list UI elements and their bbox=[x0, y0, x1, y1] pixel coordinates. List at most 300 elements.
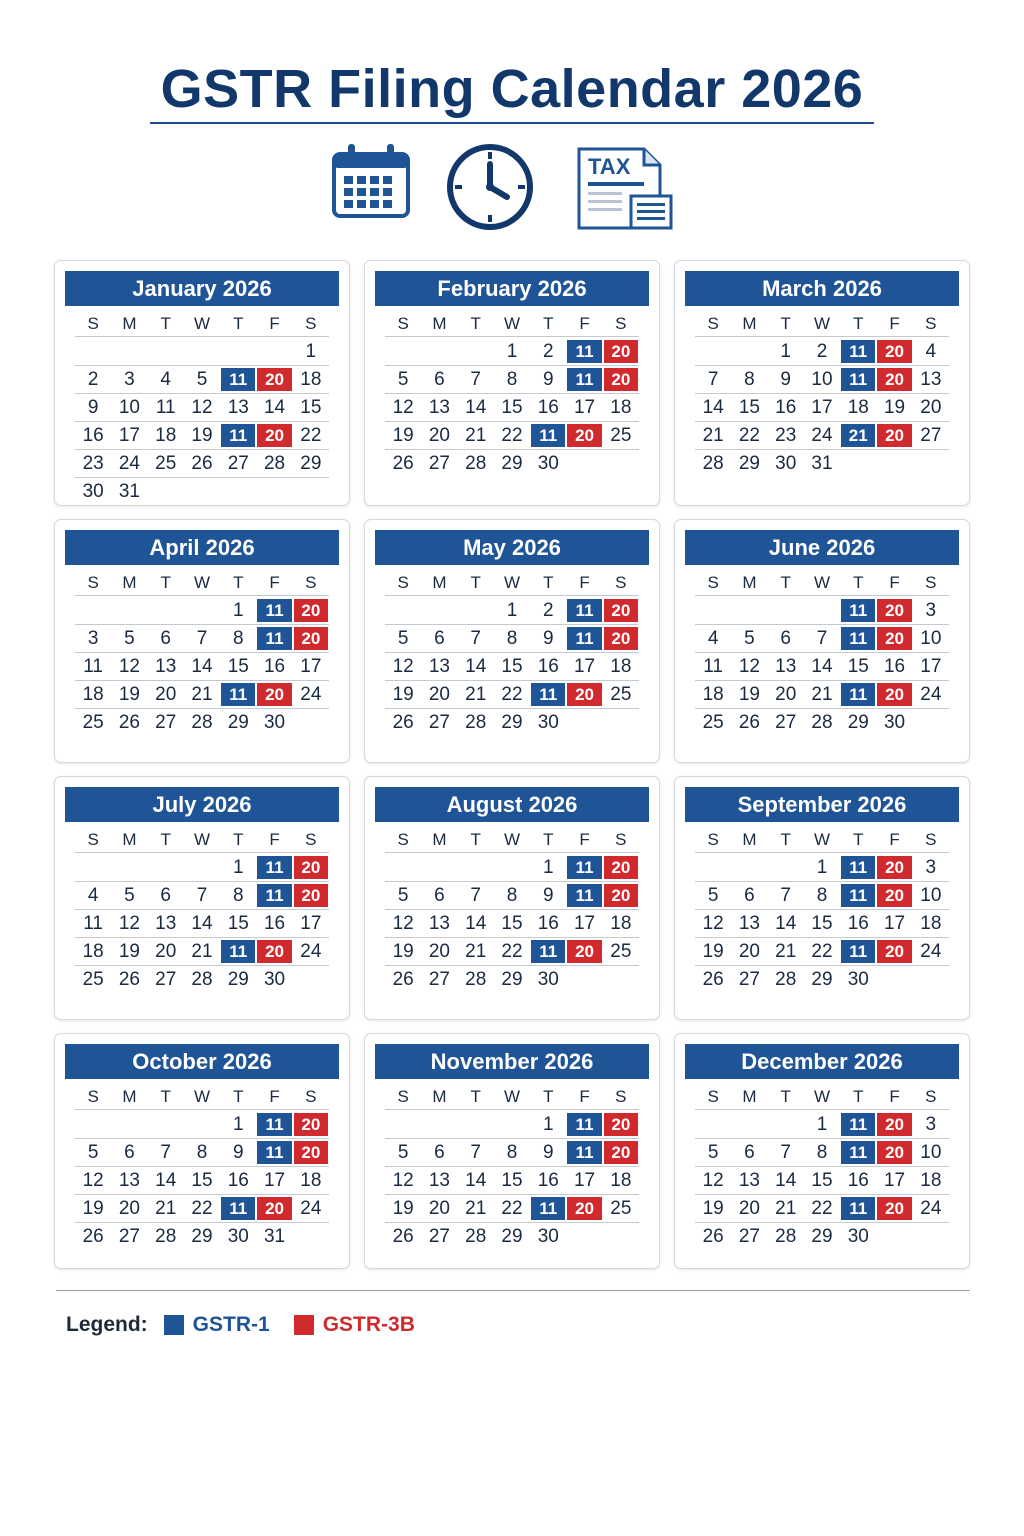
empty-day-cell bbox=[149, 597, 183, 624]
weekday-label: T bbox=[543, 314, 554, 333]
day-cell: 25 bbox=[610, 683, 632, 705]
weekday-label: W bbox=[503, 830, 520, 849]
weekday-header-row bbox=[695, 828, 949, 853]
legend-swatch-gstr1 bbox=[164, 1315, 184, 1335]
day-cell: 21 bbox=[775, 940, 797, 962]
month-card bbox=[674, 519, 970, 763]
day-cell: 30 bbox=[537, 452, 559, 474]
gstr1-due-date: 11 bbox=[841, 368, 875, 391]
empty-day-cell bbox=[386, 854, 420, 881]
weekday-label: M bbox=[122, 1087, 137, 1106]
day-cell: 25 bbox=[82, 711, 104, 733]
gstr1-due-date: 11 bbox=[221, 424, 255, 447]
day-cell: 15 bbox=[738, 396, 760, 418]
day-cell: 8 bbox=[506, 368, 518, 390]
calendar-icon bbox=[330, 140, 412, 222]
day-cell: 8 bbox=[816, 1141, 828, 1163]
empty-day-cell bbox=[604, 1223, 638, 1250]
day-cell: 26 bbox=[738, 711, 760, 733]
gstr1-due-date: 11 bbox=[221, 1197, 255, 1220]
day-cell: 15 bbox=[501, 912, 523, 934]
empty-day-cell bbox=[567, 709, 601, 736]
day-cell: 27 bbox=[428, 1225, 450, 1247]
empty-day-cell bbox=[185, 854, 219, 881]
day-cell: 6 bbox=[160, 884, 171, 906]
weekday-label: T bbox=[160, 830, 171, 849]
gstr3b-due-date: 20 bbox=[257, 940, 291, 963]
week-row bbox=[695, 709, 949, 736]
day-cell: 26 bbox=[118, 711, 140, 733]
week-row bbox=[75, 338, 329, 366]
day-cell: 13 bbox=[428, 1169, 450, 1191]
empty-day-cell bbox=[604, 709, 638, 736]
day-cell: 1 bbox=[542, 1113, 554, 1135]
day-cell: 9 bbox=[542, 884, 554, 906]
day-cell: 30 bbox=[537, 1225, 559, 1247]
week-row bbox=[385, 882, 639, 910]
weekday-label: F bbox=[269, 830, 280, 849]
day-cell: 21 bbox=[465, 424, 487, 446]
gstr1-due-date: 11 bbox=[531, 1197, 565, 1220]
week-row bbox=[695, 625, 949, 653]
day-cell: 12 bbox=[392, 1169, 414, 1191]
day-cell: 26 bbox=[118, 968, 140, 990]
day-cell: 13 bbox=[738, 912, 760, 934]
day-cell: 24 bbox=[811, 424, 833, 446]
day-cell: 22 bbox=[738, 424, 760, 446]
day-cell: 8 bbox=[506, 627, 518, 649]
day-cell: 10 bbox=[118, 396, 140, 418]
day-cell: 28 bbox=[465, 968, 487, 990]
day-cell: 18 bbox=[300, 1169, 322, 1191]
day-cell: 27 bbox=[738, 968, 760, 990]
day-cell: 1 bbox=[305, 340, 317, 362]
day-cell: 30 bbox=[847, 1225, 869, 1247]
day-cell: 28 bbox=[155, 1225, 177, 1247]
gstr1-due-date: 11 bbox=[841, 856, 875, 879]
day-cell: 18 bbox=[920, 1169, 942, 1191]
day-cell: 5 bbox=[124, 884, 135, 906]
gstr3b-due-date: 20 bbox=[294, 884, 328, 907]
weekday-label: S bbox=[397, 830, 409, 849]
day-cell: 20 bbox=[155, 940, 177, 962]
page-title: GSTR Filing Calendar 2026 bbox=[160, 59, 864, 119]
day-cell: 30 bbox=[82, 480, 104, 502]
day-cell: 29 bbox=[501, 452, 523, 474]
week-row bbox=[695, 1139, 949, 1167]
month-card bbox=[674, 1033, 970, 1269]
gstr3b-due-date: 20 bbox=[257, 683, 291, 706]
day-cell: 22 bbox=[501, 683, 523, 705]
week-row bbox=[385, 1223, 639, 1250]
gstr3b-due-date: 20 bbox=[567, 1197, 601, 1220]
day-cell: 5 bbox=[196, 368, 208, 390]
day-cell: 30 bbox=[775, 452, 797, 474]
day-cell: 21 bbox=[191, 683, 213, 705]
empty-day-cell bbox=[877, 450, 911, 477]
day-cell: 27 bbox=[920, 424, 942, 446]
day-cell: 1 bbox=[506, 599, 518, 621]
weekday-label: S bbox=[615, 573, 627, 592]
weekday-header-row bbox=[385, 571, 639, 596]
day-cell: 16 bbox=[537, 396, 559, 418]
weekday-label: T bbox=[233, 573, 244, 592]
weekday-label: S bbox=[925, 1087, 937, 1106]
empty-day-cell bbox=[732, 338, 766, 365]
gstr3b-due-date: 20 bbox=[294, 1113, 328, 1136]
empty-day-cell bbox=[696, 1111, 730, 1138]
month-title: December 2026 bbox=[685, 1044, 959, 1079]
week-row bbox=[75, 854, 329, 882]
gstr1-due-date: 11 bbox=[221, 683, 255, 706]
weekday-header-row bbox=[75, 571, 329, 596]
week-row bbox=[75, 1111, 329, 1139]
day-cell: 16 bbox=[263, 655, 286, 677]
weekday-label: S bbox=[707, 1087, 719, 1106]
day-cell: 20 bbox=[428, 1197, 450, 1219]
month-title: February 2026 bbox=[375, 271, 649, 306]
day-cell: 14 bbox=[465, 396, 487, 418]
day-cell: 12 bbox=[118, 655, 140, 677]
empty-day-cell bbox=[185, 1111, 219, 1138]
empty-day-cell bbox=[841, 450, 875, 477]
day-cell: 15 bbox=[811, 1169, 833, 1191]
day-cell: 6 bbox=[124, 1141, 135, 1163]
day-cell: 28 bbox=[702, 452, 724, 474]
day-cell: 26 bbox=[392, 452, 414, 474]
day-cell: 28 bbox=[191, 968, 213, 990]
day-cell: 16 bbox=[537, 655, 559, 677]
legend-item-gstr1: GSTR-1 bbox=[192, 1313, 270, 1336]
clock-icon bbox=[445, 142, 535, 232]
day-cell: 6 bbox=[780, 627, 791, 649]
day-cell: 17 bbox=[118, 424, 140, 446]
day-cell: 17 bbox=[300, 655, 322, 677]
week-row bbox=[695, 394, 949, 422]
gstr3b-due-date: 20 bbox=[604, 627, 638, 650]
day-cell: 1 bbox=[232, 856, 244, 878]
month-title: July 2026 bbox=[65, 787, 339, 822]
gstr3b-due-date: 20 bbox=[877, 1141, 911, 1164]
day-cell: 19 bbox=[392, 1197, 414, 1219]
day-cell: 14 bbox=[191, 655, 213, 677]
week-row bbox=[385, 625, 639, 653]
weekday-label: F bbox=[579, 1087, 590, 1106]
day-cell: 10 bbox=[811, 368, 833, 390]
day-cell: 27 bbox=[428, 711, 450, 733]
empty-day-cell bbox=[112, 854, 146, 881]
weekday-label: S bbox=[615, 314, 627, 333]
week-row bbox=[695, 653, 949, 681]
day-cell: 5 bbox=[744, 627, 755, 649]
empty-day-cell bbox=[149, 1111, 183, 1138]
day-cell: 24 bbox=[920, 683, 942, 705]
weekday-label: W bbox=[193, 314, 210, 333]
week-row bbox=[695, 1223, 949, 1250]
legend-label: Legend: bbox=[66, 1313, 148, 1336]
gstr3b-due-date: 20 bbox=[294, 1141, 328, 1164]
day-cell: 12 bbox=[392, 912, 414, 934]
empty-day-cell bbox=[769, 1111, 803, 1138]
day-cell: 24 bbox=[118, 452, 140, 474]
day-cell: 19 bbox=[392, 424, 414, 446]
day-cell: 5 bbox=[707, 884, 719, 906]
gstr1-due-date: 11 bbox=[257, 599, 291, 622]
weekday-label: T bbox=[543, 830, 554, 849]
weekday-label: S bbox=[707, 314, 719, 333]
month-title: November 2026 bbox=[375, 1044, 649, 1079]
week-row bbox=[385, 450, 639, 477]
empty-day-cell bbox=[769, 597, 803, 624]
day-cell: 13 bbox=[428, 655, 450, 677]
day-cell: 26 bbox=[82, 1225, 104, 1247]
day-cell: 19 bbox=[702, 1197, 724, 1219]
empty-day-cell bbox=[185, 338, 219, 365]
day-cell: 16 bbox=[847, 1169, 869, 1191]
day-cell: 20 bbox=[738, 1197, 760, 1219]
day-cell: 18 bbox=[610, 396, 632, 418]
day-cell: 22 bbox=[501, 424, 523, 446]
gstr3b-due-date: 20 bbox=[567, 683, 601, 706]
weekday-header-row bbox=[695, 571, 949, 596]
week-row bbox=[385, 366, 639, 394]
day-cell: 14 bbox=[775, 1169, 797, 1191]
empty-day-cell bbox=[567, 966, 601, 993]
gstr1-due-date: 11 bbox=[567, 1113, 601, 1136]
day-cell: 14 bbox=[155, 1169, 177, 1191]
day-cell: 5 bbox=[87, 1141, 99, 1163]
empty-day-cell bbox=[76, 1111, 110, 1138]
day-cell: 27 bbox=[428, 968, 450, 990]
day-cell: 17 bbox=[811, 396, 833, 418]
legend-item-gstr3b: GSTR-3B bbox=[322, 1313, 415, 1336]
day-cell: 13 bbox=[155, 655, 177, 677]
weekday-label: T bbox=[780, 1087, 791, 1106]
weekday-label: S bbox=[305, 830, 317, 849]
day-cell: 4 bbox=[925, 340, 937, 362]
weekday-label: T bbox=[853, 1087, 864, 1106]
day-cell: 22 bbox=[501, 940, 523, 962]
day-cell: 20 bbox=[775, 683, 797, 705]
day-cell: 5 bbox=[397, 368, 409, 390]
empty-day-cell bbox=[422, 338, 456, 365]
day-cell: 20 bbox=[428, 940, 450, 962]
empty-day-cell bbox=[149, 854, 183, 881]
empty-day-cell bbox=[386, 338, 420, 365]
day-cell: 6 bbox=[434, 627, 445, 649]
day-cell: 21 bbox=[465, 683, 487, 705]
day-cell: 22 bbox=[191, 1197, 213, 1219]
day-cell: 22 bbox=[811, 940, 833, 962]
week-row bbox=[695, 854, 949, 882]
gstr1-due-date: 11 bbox=[841, 940, 875, 963]
empty-day-cell bbox=[149, 338, 183, 365]
empty-day-cell bbox=[386, 597, 420, 624]
weekday-label: W bbox=[503, 573, 520, 592]
day-cell: 10 bbox=[920, 627, 942, 649]
day-cell: 29 bbox=[738, 452, 760, 474]
empty-day-cell bbox=[112, 597, 146, 624]
month-title: June 2026 bbox=[685, 530, 959, 565]
weekday-header-row bbox=[75, 1085, 329, 1110]
day-cell: 25 bbox=[82, 968, 104, 990]
day-cell: 18 bbox=[610, 1169, 632, 1191]
gstr1-due-date: 11 bbox=[841, 1141, 875, 1164]
month-card bbox=[364, 260, 660, 506]
day-cell: 17 bbox=[573, 396, 596, 418]
day-cell: 9 bbox=[780, 368, 791, 390]
gstr1-due-date: 11 bbox=[567, 856, 601, 879]
gstr1-due-date: 11 bbox=[841, 1113, 875, 1136]
day-cell: 6 bbox=[744, 884, 755, 906]
day-cell: 17 bbox=[300, 912, 322, 934]
gstr1-due-date: 11 bbox=[567, 884, 601, 907]
day-cell: 13 bbox=[775, 655, 797, 677]
week-row bbox=[695, 882, 949, 910]
day-cell: 27 bbox=[428, 452, 450, 474]
day-cell: 15 bbox=[227, 655, 249, 677]
day-cell: 19 bbox=[82, 1197, 104, 1219]
day-cell: 25 bbox=[610, 1197, 632, 1219]
day-cell: 15 bbox=[300, 396, 322, 418]
empty-day-cell bbox=[914, 1223, 948, 1250]
day-cell: 25 bbox=[702, 711, 724, 733]
gstr3b-due-date: 20 bbox=[567, 424, 601, 447]
day-cell: 8 bbox=[506, 1141, 518, 1163]
day-cell: 28 bbox=[775, 1225, 797, 1247]
weekday-label: W bbox=[813, 573, 830, 592]
day-cell: 24 bbox=[300, 1197, 322, 1219]
day-cell: 29 bbox=[501, 711, 523, 733]
day-cell: 19 bbox=[883, 396, 906, 418]
day-cell: 23 bbox=[775, 424, 797, 446]
day-cell: 30 bbox=[537, 711, 559, 733]
day-cell: 19 bbox=[118, 683, 140, 705]
day-cell: 31 bbox=[118, 480, 140, 502]
gstr3b-due-date: 20 bbox=[604, 856, 638, 879]
gstr1-due-date: 11 bbox=[567, 627, 601, 650]
weekday-label: T bbox=[233, 830, 244, 849]
weekday-label: M bbox=[432, 830, 447, 849]
day-cell: 2 bbox=[87, 368, 99, 390]
day-cell: 26 bbox=[392, 1225, 414, 1247]
weekday-label: W bbox=[503, 1087, 520, 1106]
day-cell: 24 bbox=[920, 940, 942, 962]
day-cell: 9 bbox=[542, 368, 554, 390]
weekday-label: T bbox=[543, 573, 554, 592]
weekday-label: M bbox=[742, 314, 757, 333]
gstr1-due-date: 11 bbox=[257, 856, 291, 879]
day-cell: 26 bbox=[191, 452, 213, 474]
gstr1-due-date: 11 bbox=[841, 683, 875, 706]
empty-day-cell bbox=[914, 450, 948, 477]
day-cell: 16 bbox=[263, 912, 286, 934]
weekday-label: F bbox=[579, 830, 590, 849]
weekday-label: F bbox=[269, 573, 280, 592]
empty-day-cell bbox=[567, 450, 601, 477]
day-cell: 27 bbox=[227, 452, 249, 474]
weekday-label: T bbox=[233, 314, 244, 333]
weekday-header-row bbox=[385, 828, 639, 853]
day-cell: 30 bbox=[263, 711, 286, 733]
gstr3b-due-date: 20 bbox=[877, 627, 911, 650]
week-row bbox=[695, 597, 949, 625]
empty-day-cell bbox=[567, 1223, 601, 1250]
month-title: January 2026 bbox=[65, 271, 339, 306]
weekday-label: S bbox=[925, 314, 937, 333]
weekday-label: S bbox=[87, 573, 99, 592]
empty-day-cell bbox=[805, 597, 839, 624]
day-cell: 22 bbox=[300, 424, 322, 446]
day-cell: 9 bbox=[87, 396, 99, 418]
weekday-label: M bbox=[122, 830, 137, 849]
gstr1-due-date: 11 bbox=[567, 1141, 601, 1164]
empty-day-cell bbox=[459, 338, 493, 365]
day-cell: 27 bbox=[118, 1225, 140, 1247]
day-cell: 8 bbox=[744, 368, 755, 390]
empty-day-cell bbox=[459, 854, 493, 881]
day-cell: 16 bbox=[847, 912, 869, 934]
month-card bbox=[364, 776, 660, 1020]
day-cell: 28 bbox=[465, 711, 487, 733]
month-title: August 2026 bbox=[375, 787, 649, 822]
day-cell: 16 bbox=[227, 1169, 249, 1191]
day-cell: 29 bbox=[811, 968, 833, 990]
weekday-label: W bbox=[193, 1087, 210, 1106]
weekday-label: T bbox=[470, 830, 481, 849]
gstr3b-due-date: 20 bbox=[877, 1113, 911, 1136]
empty-day-cell bbox=[386, 1111, 420, 1138]
gstr3b-due-date: 20 bbox=[877, 599, 911, 622]
day-cell: 16 bbox=[883, 655, 906, 677]
weekday-label: T bbox=[160, 1087, 171, 1106]
day-cell: 12 bbox=[191, 396, 213, 418]
day-cell: 25 bbox=[610, 424, 632, 446]
day-cell: 12 bbox=[702, 912, 724, 934]
day-cell: 21 bbox=[775, 1197, 797, 1219]
day-cell: 7 bbox=[470, 1141, 481, 1163]
gstr1-due-date: 11 bbox=[257, 1113, 291, 1136]
weekday-label: S bbox=[615, 830, 627, 849]
empty-day-cell bbox=[149, 478, 183, 505]
day-cell: 1 bbox=[816, 1113, 828, 1135]
empty-day-cell bbox=[914, 709, 948, 736]
day-cell: 7 bbox=[196, 884, 208, 906]
empty-day-cell bbox=[76, 597, 110, 624]
day-cell: 23 bbox=[82, 452, 104, 474]
day-cell: 13 bbox=[428, 912, 450, 934]
week-row bbox=[75, 478, 329, 505]
weekday-label: S bbox=[707, 830, 719, 849]
gstr3b-due-date: 20 bbox=[604, 368, 638, 391]
gstr3b-due-date: 20 bbox=[877, 940, 911, 963]
empty-day-cell bbox=[294, 709, 328, 736]
week-row bbox=[695, 450, 949, 477]
gstr3b-due-date: 20 bbox=[294, 627, 328, 650]
empty-day-cell bbox=[112, 1111, 146, 1138]
empty-day-cell bbox=[732, 854, 766, 881]
empty-day-cell bbox=[422, 597, 456, 624]
day-cell: 5 bbox=[707, 1141, 719, 1163]
empty-day-cell bbox=[696, 338, 730, 365]
weekday-label: M bbox=[432, 573, 447, 592]
day-cell: 17 bbox=[883, 912, 906, 934]
weekday-header-row bbox=[385, 1085, 639, 1110]
gstr3b-due-date: 20 bbox=[877, 884, 911, 907]
week-row bbox=[695, 1167, 949, 1195]
day-cell: 6 bbox=[160, 627, 171, 649]
day-cell: 4 bbox=[160, 368, 171, 390]
